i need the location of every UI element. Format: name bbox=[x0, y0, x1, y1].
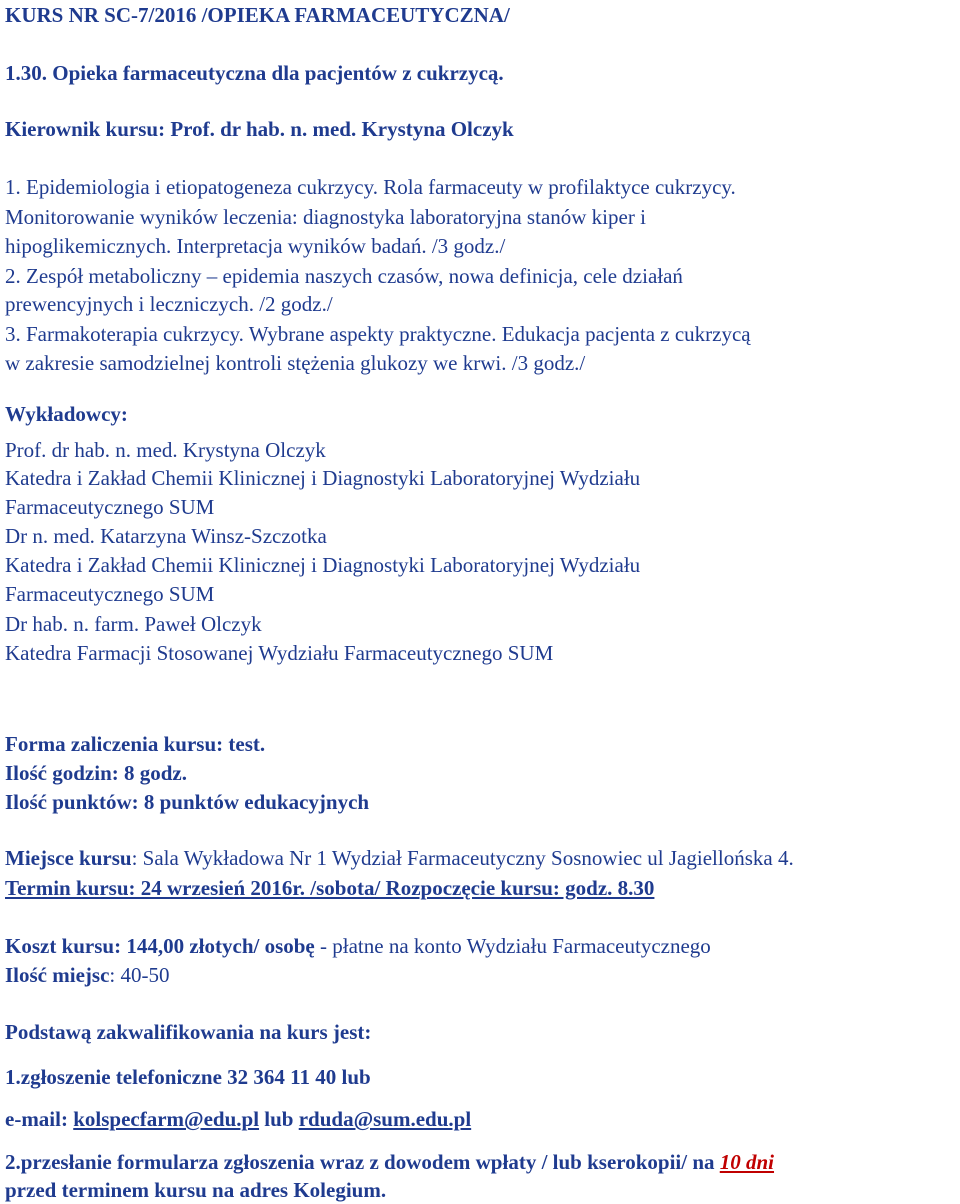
cost-note: - płatne na konto Wydziału Farmaceutycznego bbox=[314, 934, 711, 958]
topic-line: 1. Epidemiologia i etiopatogeneza cukrzycy. Rola farmaceuty w profilaktyce cukrzycy. bbox=[5, 175, 736, 199]
lecturer-line: Katedra Farmacji Stosowanej Wydziału Farmaceutycznego SUM bbox=[5, 641, 554, 665]
topic-line: hipoglikemicznych. Interpretacja wyników badań. /3 godz./ bbox=[5, 234, 506, 258]
points-count: Ilość punktów: 8 punktów edukacyjnych bbox=[5, 790, 370, 814]
lecturer-line: Farmaceutycznego SUM bbox=[5, 495, 215, 519]
hours-count: Ilość godzin: 8 godz. bbox=[5, 761, 188, 785]
submission-deadline: 10 dni bbox=[719, 1150, 775, 1174]
assessment-form: Forma zaliczenia kursu: test. bbox=[5, 732, 266, 756]
email-link-kolspecfarm[interactable]: kolspecfarm@edu.pl bbox=[73, 1107, 260, 1131]
seats-value: : 40-50 bbox=[109, 963, 170, 987]
lecturer-line: Katedra i Zakład Chemii Klinicznej i Diagnostyki Laboratoryjnej Wydziału bbox=[5, 466, 641, 490]
submission-text: 2.przesłanie formularza zgłoszenia wraz z dowodem wpłaty / lub kserokopii/ na bbox=[5, 1150, 720, 1174]
course-place bbox=[5, 846, 794, 870]
qualification-heading: Podstawą zakwalifikowania na kurs jest: bbox=[5, 1020, 372, 1044]
topic-line: prewencyjnych i leczniczych. /2 godz./ bbox=[5, 292, 333, 316]
lecturer-line: Dr hab. n. farm. Paweł Olczyk bbox=[5, 612, 262, 636]
email-separator: lub bbox=[259, 1107, 299, 1131]
place-label: Miejsce kursu bbox=[5, 846, 132, 870]
topic-line: w zakresie samodzielnej kontroli stężenia glukozy we krwi. /3 godz./ bbox=[5, 351, 586, 375]
course-subtitle: 1.30. Opieka farmaceutyczna dla pacjentów z cukrzycą. bbox=[5, 61, 504, 85]
phone-line: 1.zgłoszenie telefoniczne 32 364 11 40 lub bbox=[5, 1065, 371, 1089]
submission-line bbox=[5, 1150, 774, 1174]
lecturer-line: Dr n. med. Katarzyna Winsz-Szczotka bbox=[5, 524, 327, 548]
email-line bbox=[5, 1107, 471, 1131]
seats-count bbox=[5, 963, 169, 987]
course-cost bbox=[5, 934, 711, 958]
cost-value: : 144,00 złotych/ osobę bbox=[114, 934, 315, 958]
place-value: : Sala Wykładowa Nr 1 Wydział Farmaceutyczny Sosnowiec ul Jagiellońska 4. bbox=[131, 846, 794, 870]
lecturer-line: Katedra i Zakład Chemii Klinicznej i Diagnostyki Laboratoryjnej Wydziału bbox=[5, 553, 641, 577]
course-number: KURS NR SC-7/2016 /OPIEKA FARMACEUTYCZNA/ bbox=[5, 3, 510, 27]
seats-label: Ilość miejsc bbox=[5, 963, 110, 987]
topic-line: 2. Zespół metaboliczny – epidemia naszych czasów, nowa definicja, cele działań bbox=[5, 264, 683, 288]
course-director: Kierownik kursu: Prof. dr hab. n. med. Krystyna Olczyk bbox=[5, 117, 514, 141]
lecturer-line: Farmaceutycznego SUM bbox=[5, 582, 215, 606]
cost-label: Koszt kursu bbox=[5, 934, 115, 958]
topic-line: 3. Farmakoterapia cukrzycy. Wybrane aspekty praktyczne. Edukacja pacjenta z cukrzycą bbox=[5, 322, 751, 346]
lecturers-heading: Wykładowcy: bbox=[5, 402, 128, 426]
email-prefix: e-mail: bbox=[5, 1107, 74, 1131]
topic-line: Monitorowanie wyników leczenia: diagnostyka laboratoryjna stanów kiper i bbox=[5, 205, 646, 229]
email-link-rduda[interactable]: rduda@sum.edu.pl bbox=[298, 1107, 472, 1131]
submission-line-2: przed terminem kursu na adres Kolegium. bbox=[5, 1178, 387, 1202]
lecturer-line: Prof. dr hab. n. med. Krystyna Olczyk bbox=[5, 438, 326, 462]
course-term: Termin kursu: 24 wrzesień 2016r. /sobota/ Rozpoczęcie kursu: godz. 8.30 bbox=[5, 876, 655, 900]
